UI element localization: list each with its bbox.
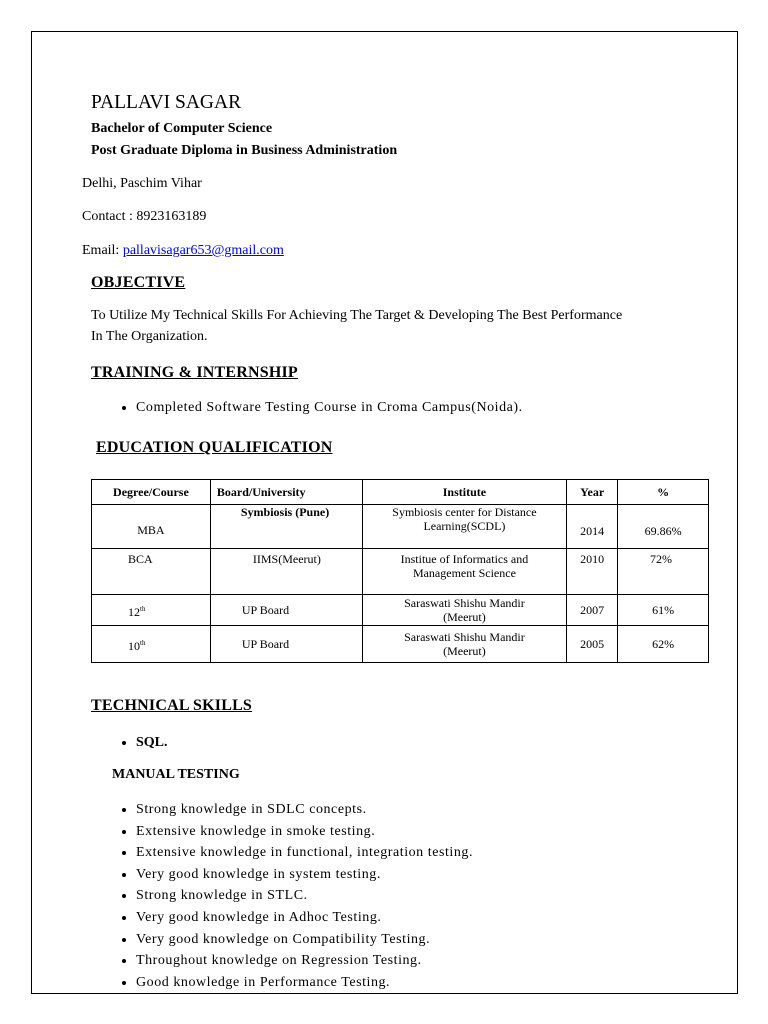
resume-page [31, 31, 738, 994]
training-heading: TRAINING & INTERNSHIP [91, 364, 298, 381]
course-cell [92, 626, 211, 663]
year-cell: 2007 [567, 595, 618, 626]
skills-heading: TECHNICAL SKILLS [91, 697, 253, 714]
column-header: Year [567, 480, 618, 505]
degree-postgraduate: Post Graduate Diploma in Business Administration [91, 143, 398, 158]
objective-heading: OBJECTIVE [91, 274, 186, 291]
column-header: Institute [362, 480, 567, 505]
list-item: • Extensive knowledge in functional, integration testing. [136, 842, 473, 864]
institute-cell [362, 626, 567, 663]
education-heading: EDUCATION QUALIFICATION [96, 439, 333, 456]
percent-cell: 62% [618, 626, 709, 663]
table-row [92, 505, 709, 549]
board-cell: IIMS(Meerut) [210, 549, 362, 595]
sql-list [112, 732, 168, 754]
list-item: • Throughout knowledge on Regression Testing. [136, 950, 473, 972]
email-link[interactable]: pallavisagar653@gmail.com [122, 243, 284, 258]
percent-cell: 61% [618, 595, 709, 626]
course-number: 12 [128, 604, 140, 619]
year-cell: 2010 [567, 549, 618, 595]
list-item: • Very good knowledge in Adhoc Testing. [136, 907, 473, 929]
year-cell: 2005 [567, 626, 618, 663]
degree-bachelor: Bachelor of Computer Science [91, 121, 273, 136]
list-item: • Very good knowledge in system testing. [136, 864, 473, 886]
institute-line: Management Science [412, 566, 516, 580]
contact-phone: Contact : 8923163189 [82, 209, 207, 224]
training-list [112, 397, 523, 419]
location: Delhi, Paschim Vihar [82, 176, 202, 191]
candidate-name: PALLAVI SAGAR [91, 92, 242, 113]
year-cell: 2014 [567, 505, 618, 549]
institute-cell [362, 549, 567, 595]
institute-cell [362, 505, 567, 549]
board-cell: Symbiosis (Pune) [210, 505, 362, 549]
institute-line: Saraswati Shishu Mandir [404, 596, 525, 610]
list-item: • Good knowledge in Performance Testing. [136, 972, 473, 994]
course-suffix: th [140, 638, 146, 647]
institute-line: (Meerut) [443, 610, 486, 624]
table-header-row [92, 480, 709, 505]
column-header: Board/University [210, 480, 362, 505]
table-row [92, 626, 709, 663]
board-cell: UP Board [210, 626, 362, 663]
manual-testing-heading: MANUAL TESTING [112, 767, 240, 782]
institute-line: (Meerut) [443, 644, 486, 658]
institute-cell [362, 595, 567, 626]
table-row [92, 549, 709, 595]
education-table [91, 479, 709, 663]
list-item: • SQL. [136, 732, 168, 754]
list-item: • Very good knowledge on Compatibility Testing. [136, 929, 473, 951]
course-suffix: th [140, 604, 146, 613]
institute-line: Learning(SCDL) [423, 519, 506, 533]
email-line [82, 243, 284, 259]
column-header: Degree/Course [92, 480, 211, 505]
institute-line: Institue of Informatics and [400, 552, 529, 566]
list-item: • Strong knowledge in STLC. [136, 885, 473, 907]
course-cell [92, 595, 211, 626]
course-cell: MBA [92, 505, 211, 549]
objective-line-1: To Utilize My Technical Skills For Achieving The Target & Developing The Best Performance [91, 308, 623, 323]
institute-line: Symbiosis center for Distance [392, 505, 537, 519]
objective-line-2: In The Organization. [91, 329, 208, 344]
list-item: • Strong knowledge in SDLC concepts. [136, 799, 473, 821]
list-item: • Extensive knowledge in smoke testing. [136, 821, 473, 843]
column-header: % [618, 480, 709, 505]
institute-line: Saraswati Shishu Mandir [404, 630, 525, 644]
list-item: • Completed Software Testing Course in Croma Campus(Noida). [136, 397, 523, 419]
manual-testing-list [112, 799, 473, 993]
percent-cell: 69.86% [618, 505, 709, 549]
percent-cell: 72% [618, 549, 709, 595]
course-number: 10 [128, 638, 140, 653]
board-cell: UP Board [210, 595, 362, 626]
email-label: Email: [82, 243, 123, 258]
table-row [92, 595, 709, 626]
course-cell: BCA [92, 549, 211, 595]
